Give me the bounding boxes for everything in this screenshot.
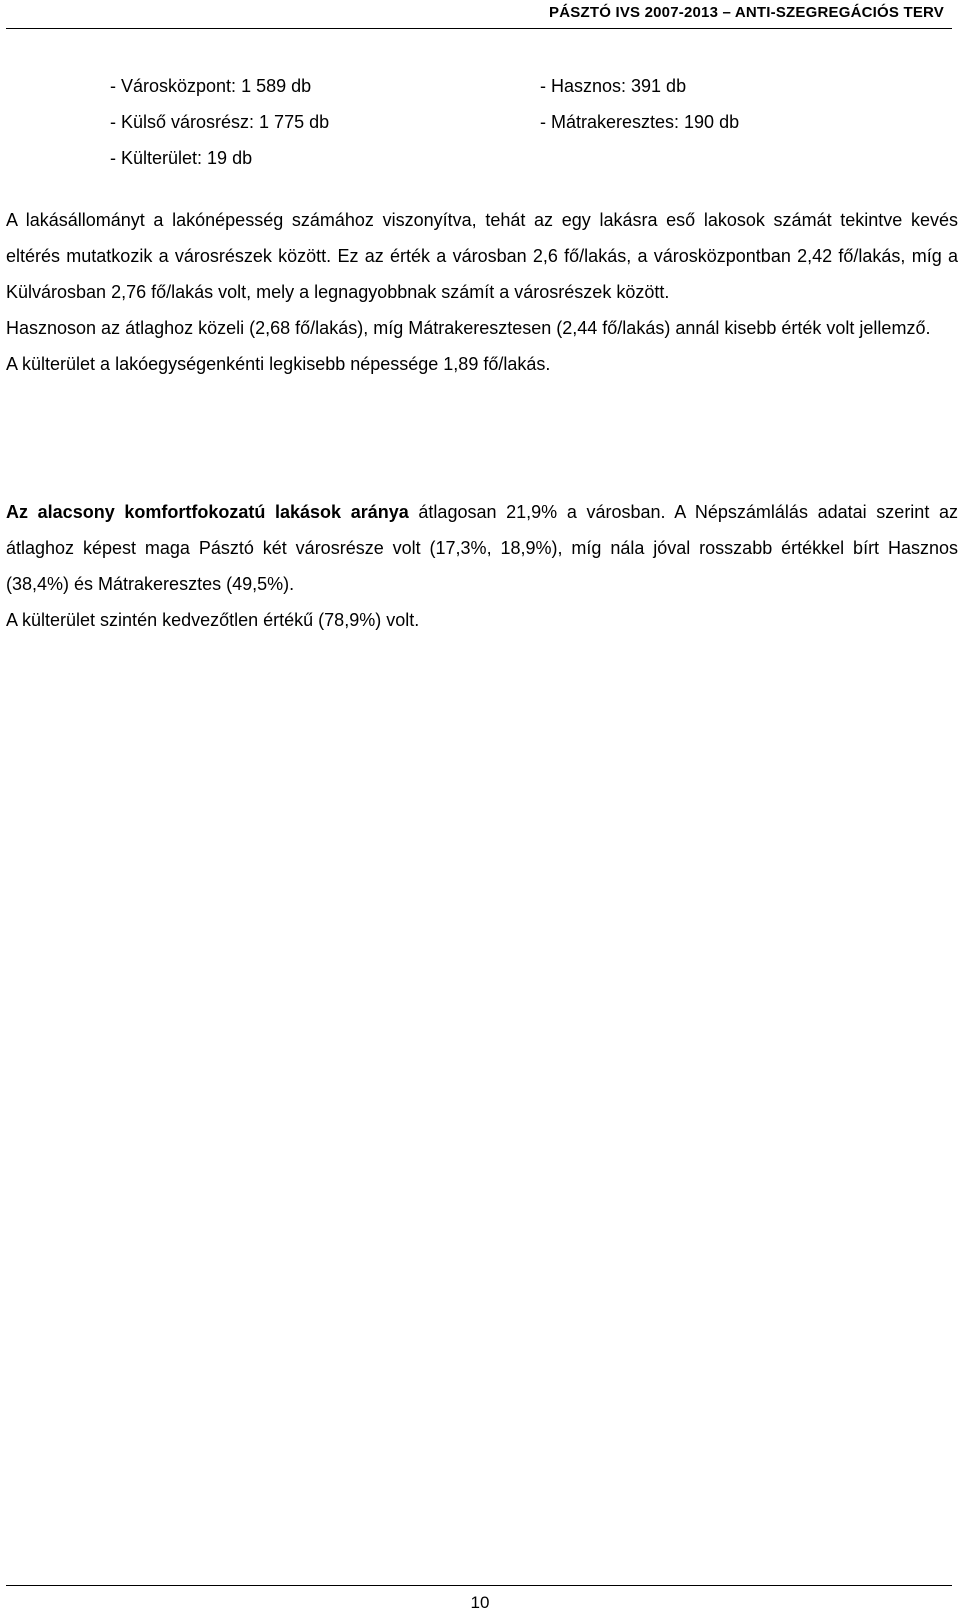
paragraph-occupancy-overview: A lakásállományt a lakónépesség számához viszonyítva, tehát az egy lakásra eső lakosok számát tekintve kevés eltérés mutatkozik a városrészek között. Ez az érték a városban 2,6 fő/lakás, a városközpontban 2,42 fő/lakás, míg a Külvárosban 2,76 fő/lakás volt, mely a legnagyobbnak számít a városrészek között. <box>6 210 958 302</box>
list-item-varoskozpont: - Városközpont: 1 589 db <box>110 76 312 96</box>
list-item-matrakeresztes: - Mátrakeresztes: 190 db <box>540 112 740 132</box>
paragraph-kulterulet-comfort: A külterület szintén kedvezőtlen értékű (78,9%) volt. <box>6 610 420 630</box>
paragraph-hasznos-matrakeresztes: Hasznoson az átlaghoz közeli (2,68 fő/lakás), míg Mátrakeresztesen (2,44 fő/lakás) annál kisebb érték volt jellemző. <box>6 318 931 338</box>
paragraph-low-comfort <box>6 494 958 602</box>
list-item-kulso-varosresz: - Külső városrész: 1 775 db <box>110 112 330 132</box>
body-text-occupancy <box>6 202 958 382</box>
running-header: PÁSZTÓ IVS 2007-2013 – ANTI-SZEGREGÁCIÓS TERV <box>549 4 944 21</box>
footer-rule <box>6 1585 952 1586</box>
low-comfort-text: átlagosan 21,9% a városban. A Népszámlálás adatai szerint az átlaghoz képest maga Pásztó két városrésze volt (17,3%, 18,9%), míg nála jóval rosszabb értékkel bírt Hasznos (38,4%) és Mátrakeresztes (49,5%). <box>6 502 958 594</box>
body-text-comfort <box>6 494 958 638</box>
low-comfort-heading: Az alacsony komfortfokozatú lakások aránya <box>6 502 409 522</box>
list-row <box>110 140 739 176</box>
page-number: 10 <box>470 1593 490 1612</box>
list-item-kulterulet: - Külterület: 19 db <box>110 148 253 168</box>
paragraph-kulterulet-occupancy: A külterület a lakóegységenkénti legkisebb népessége 1,89 fő/lakás. <box>6 354 551 374</box>
list-row <box>110 104 739 140</box>
list-item-hasznos: - Hasznos: 391 db <box>540 76 687 96</box>
list-row <box>110 68 739 104</box>
dwelling-count-list <box>110 68 739 176</box>
header-rule <box>6 28 952 29</box>
